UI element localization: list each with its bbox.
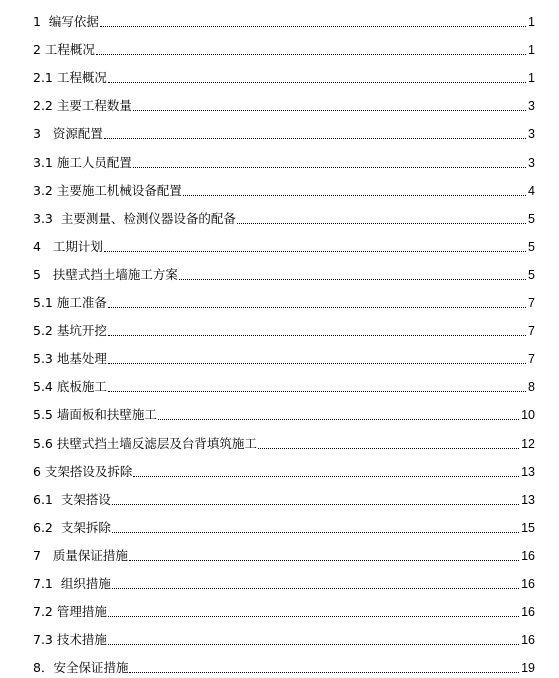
toc-entry-title: 1 编写依据: [33, 14, 99, 30]
toc-entry-title: 6 支架搭设及拆除: [33, 463, 133, 479]
toc-entry-page: 4: [528, 183, 535, 198]
toc-entry[interactable]: [33, 564, 535, 592]
dot-leader: [179, 279, 526, 280]
dot-leader: [104, 251, 526, 252]
dot-leader: [112, 588, 519, 589]
dot-leader: [104, 138, 526, 139]
toc-entry-page: 3: [528, 99, 535, 114]
toc-entry[interactable]: [33, 367, 535, 395]
toc-entry-title: 3.2 主要施工机械设备配置: [33, 182, 182, 198]
toc-entry-page: 7: [528, 296, 535, 311]
toc-entry-title: 5.2 基坑开挖: [33, 323, 107, 339]
toc-entry-title: 5.6 扶壁式挡土墙反滤层及台背填筑施工: [33, 435, 257, 451]
toc-entry-page: 1: [528, 15, 535, 30]
toc-entry[interactable]: [33, 114, 535, 142]
toc-entry-page: 19: [521, 661, 535, 676]
toc-entry-title: 6.1 支架搭设: [33, 491, 111, 507]
toc-entry-title: 3 资源配置: [33, 126, 103, 142]
toc-entry[interactable]: [33, 452, 535, 480]
toc-entry-title: 2.1 工程概况: [33, 70, 107, 86]
toc-entry-page: 5: [528, 267, 535, 282]
toc-entry-page: 3: [528, 155, 535, 170]
toc-entry-title: 7.2 管理措施: [33, 604, 107, 620]
toc-entry-title: 5.4 底板施工: [33, 379, 107, 395]
dot-leader: [129, 560, 519, 561]
toc-entry-page: 12: [521, 436, 535, 451]
toc-entry[interactable]: [33, 536, 535, 564]
dot-leader: [100, 26, 526, 27]
toc-entry-title: 5.3 地基处理: [33, 351, 107, 367]
toc-entry[interactable]: [33, 227, 535, 255]
dot-leader: [108, 363, 526, 364]
toc-entry[interactable]: [33, 311, 535, 339]
dot-leader: [129, 672, 519, 673]
toc-entry-page: 1: [528, 43, 535, 58]
toc-entry[interactable]: [33, 2, 535, 30]
toc-entry[interactable]: [33, 423, 535, 451]
toc-entry-title: 7 质量保证措施: [33, 547, 128, 563]
toc-entry[interactable]: [33, 58, 535, 86]
toc-entry-page: 16: [521, 548, 535, 563]
toc-entry-title: 6.2 支架拆除: [33, 519, 111, 535]
dot-leader: [258, 448, 519, 449]
toc-entry-page: 16: [521, 605, 535, 620]
toc-entry-page: 5: [528, 211, 535, 226]
dot-leader: [133, 167, 526, 168]
toc-entry-title: 4 工期计划: [33, 238, 103, 254]
toc-entry-page: 7: [528, 324, 535, 339]
toc-entry-page: 7: [528, 352, 535, 367]
dot-leader: [112, 504, 519, 505]
dot-leader: [108, 644, 519, 645]
toc-entry-title: 3.3 主要测量、检测仪器设备的配备: [33, 210, 236, 226]
toc-entry[interactable]: [33, 171, 535, 199]
toc-entry-title: 5.1 施工准备: [33, 295, 107, 311]
dot-leader: [183, 195, 526, 196]
dot-leader: [108, 616, 519, 617]
dot-leader: [133, 476, 519, 477]
toc-entry[interactable]: [33, 283, 535, 311]
toc-entry[interactable]: [33, 199, 535, 227]
toc-entry[interactable]: [33, 648, 535, 676]
toc-entry[interactable]: [33, 480, 535, 508]
toc-entry-page: 16: [521, 633, 535, 648]
toc-entry-title: 5.5 墙面板和扶壁施工: [33, 407, 157, 423]
toc-entry[interactable]: [33, 620, 535, 648]
toc-entry[interactable]: [33, 255, 535, 283]
dot-leader: [108, 82, 526, 83]
toc-entry-title: 2.2 主要工程数量: [33, 98, 132, 114]
toc-entry-page: 10: [521, 408, 535, 423]
toc-entry[interactable]: [33, 395, 535, 423]
dot-leader: [96, 54, 526, 55]
toc-entry-page: 13: [521, 464, 535, 479]
toc-entry[interactable]: [33, 142, 535, 170]
toc-entry[interactable]: [33, 592, 535, 620]
toc-entry-page: 8: [528, 380, 535, 395]
dot-leader: [158, 419, 519, 420]
toc-entry-page: 15: [521, 520, 535, 535]
toc-entry-title: 2 工程概况: [33, 42, 95, 58]
toc-entry[interactable]: [33, 508, 535, 536]
toc-entry-page: 3: [528, 127, 535, 142]
table-of-contents: [33, 2, 535, 676]
dot-leader: [108, 335, 526, 336]
toc-entry-page: 5: [528, 239, 535, 254]
dot-leader: [133, 110, 526, 111]
dot-leader: [108, 391, 526, 392]
toc-entry-title: 3.1 施工人员配置: [33, 154, 132, 170]
toc-entry[interactable]: [33, 339, 535, 367]
toc-entry-page: 1: [528, 71, 535, 86]
toc-entry-title: 8．安全保证措施: [33, 660, 129, 676]
dot-leader: [112, 532, 519, 533]
toc-entry-title: 5 扶壁式挡土墙施工方案: [33, 266, 178, 282]
toc-entry-title: 7.3 技术措施: [33, 632, 107, 648]
toc-entry[interactable]: [33, 86, 535, 114]
dot-leader: [237, 223, 526, 224]
toc-entry-title: 7.1 组织措施: [33, 575, 111, 591]
dot-leader: [108, 307, 526, 308]
toc-entry-page: 13: [521, 492, 535, 507]
toc-entry-page: 16: [521, 576, 535, 591]
toc-entry[interactable]: [33, 30, 535, 58]
